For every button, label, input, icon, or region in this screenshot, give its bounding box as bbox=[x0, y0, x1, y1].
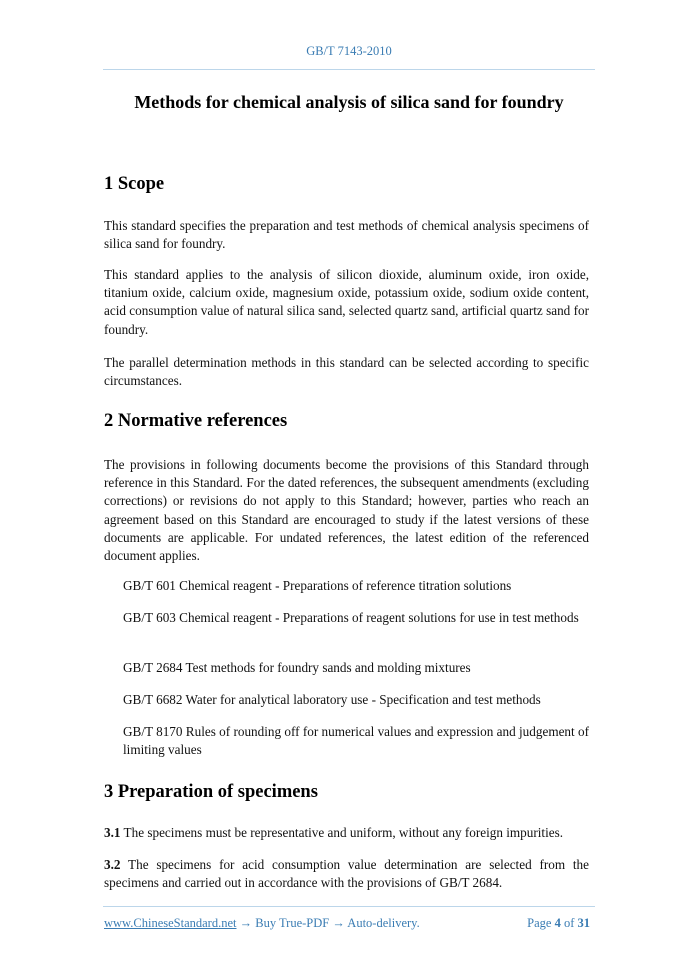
paragraph: This standard specifies the preparation and test methods of chemical analysis specimens of silica sand for foundry. bbox=[104, 218, 589, 252]
clause-number: 3.1 bbox=[104, 825, 121, 840]
running-header: GB/T 7143-2010 bbox=[306, 44, 392, 58]
footer-promo bbox=[104, 916, 420, 931]
paragraph: The provisions in following documents become the provisions of this Standard through reference in this Standard. For the dated references, the subsequent amendments (excluding corrections) or revisions do not apply to this Standard; however, parties who reach an agreement based on this Standard are encouraged to study if the latest versions of these documents are applicable. For undated references, the latest edition of the referenced document applies. bbox=[104, 457, 589, 564]
paragraph: This standard applies to the analysis of silicon dioxide, aluminum oxide, iron oxide, titanium oxide, calcium oxide, magnesium oxide, potassium oxide, sodium oxide content, acid consumption value of natural silica sand, selected quartz sand, artificial quartz sand for foundry. bbox=[104, 267, 589, 337]
page-of: of bbox=[563, 916, 575, 930]
reference-item: GB/T 6682 Water for analytical laboratory use - Specification and test methods bbox=[123, 692, 541, 707]
reference-item: GB/T 2684 Test methods for foundry sands and molding mixtures bbox=[123, 660, 471, 675]
page-total: 31 bbox=[577, 916, 590, 930]
page-indicator bbox=[527, 916, 590, 931]
page-current: 4 bbox=[554, 916, 561, 930]
header-divider bbox=[103, 69, 595, 70]
website-link[interactable]: www.ChineseStandard.net bbox=[104, 916, 237, 930]
paragraph: The parallel determination methods in this standard can be selected according to specific circumstances. bbox=[104, 355, 589, 389]
document-title: Methods for chemical analysis of silica sand for foundry bbox=[134, 92, 564, 112]
section-heading-scope: 1 Scope bbox=[104, 174, 165, 194]
section-heading-preparation-of-specimens: 3 Preparation of specimens bbox=[104, 782, 318, 802]
page-footer bbox=[104, 916, 590, 931]
footer-divider bbox=[103, 906, 595, 907]
clause-3-2 bbox=[104, 856, 589, 892]
footer-trail: → Buy True-PDF → Auto-delivery. bbox=[236, 916, 420, 930]
clause-text: The specimens must be representative and uniform, without any foreign impurities. bbox=[120, 825, 564, 840]
reference-item: GB/T 603 Chemical reagent - Preparations of reagent solutions for use in test methods bbox=[123, 610, 579, 625]
section-heading-normative-references: 2 Normative references bbox=[104, 411, 288, 431]
clause-text: The specimens for acid consumption value determination are selected from the specimens and carried out in accordance with the provisions of GB/T 2684. bbox=[104, 857, 589, 891]
reference-item: GB/T 601 Chemical reagent - Preparations of reference titration solutions bbox=[123, 578, 512, 593]
reference-item: GB/T 8170 Rules of rounding off for numerical values and expression and judgement of limiting values bbox=[123, 724, 589, 758]
clause-3-1 bbox=[104, 824, 589, 842]
page-label: Page bbox=[527, 916, 552, 930]
clause-number: 3.2 bbox=[104, 857, 121, 872]
